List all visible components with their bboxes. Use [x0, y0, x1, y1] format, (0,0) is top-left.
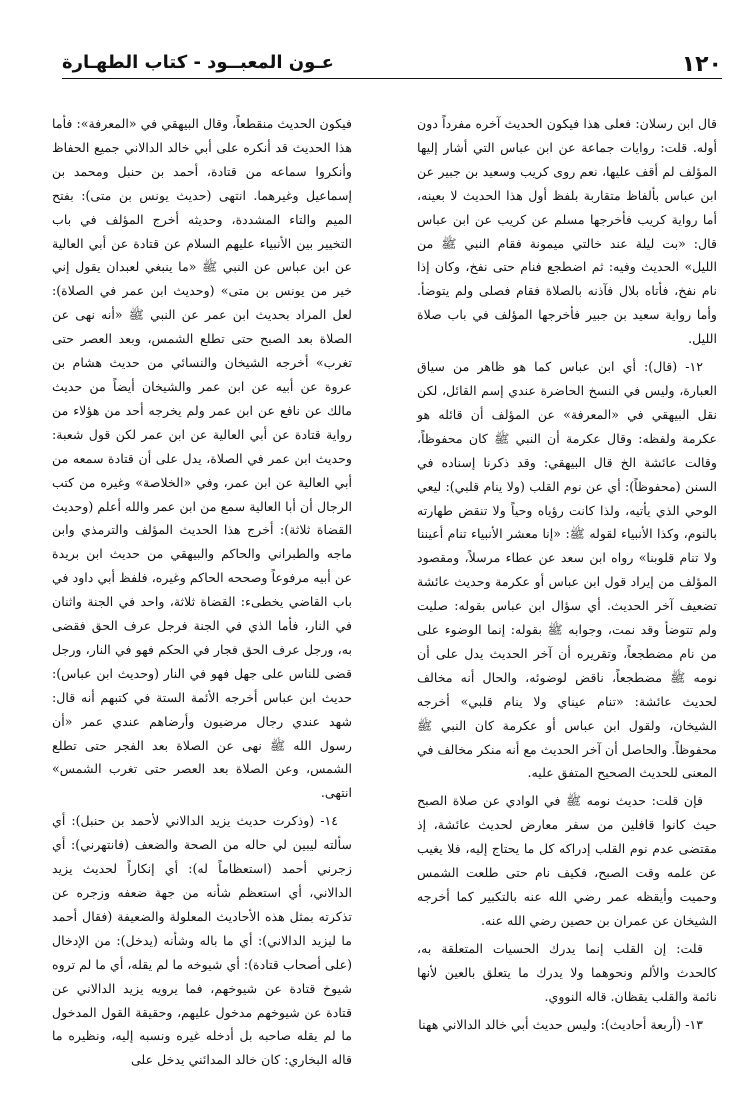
paragraph: ١٤- (وذكرت حديث يزيد الدالاني لأحمد بن حنبل): أي سألته ليبين لي حاله من الصحة والضعف (فانتهرني): أي زجرني أحمد (استعظاماً له): أي إنكاراً لحديث يزيد الدالاني، أي استعظم شأنه من جهة ضعفه وزجره عن تذكرته بمثل هذه الأحاديث المعلولة والضعيفة (فقال أحمد ما ليزيد الدالاني): أي ما باله وشأنه (يدخل): من الإدخال (على أصحاب قتادة): أي شيوخه ما لم يقله، أي ما لم تروه شيوخ قتادة عن شيوخهم، فما يرويه يزيد الدالاني عن قتادة عن شيوخهم مدخول عليهم، وحقيقة القول المدخول ما لم يقله صاحبه بل أدخله غيره ونسبه إليه، ونظيره ما قاله البخاري: كان خالد المدائني يدخل على	[52, 813, 352, 1068]
page-header	[62, 38, 722, 79]
paragraph: فإن قلت: حديث نومه ﷺ في الوادي عن صلاة الصبح حيث كانوا قافلين من سفر معارض لحديث عائشة، إذ مقتضى عدم نوم القلب إدراكه كل ما يحتاج إليه، فلا يغيب عن علمه وقت الصبح، فكيف نام حتى طلعت الشمس وحميت وأيقظه عمر رضي الله عنه بالتكبير كما أخرجه الشيخان عن عمران بن حصين رضي الله عنه.	[417, 793, 717, 928]
paragraph: قال ابن رسلان: فعلى هذا فيكون الحديث آخره مفرداً دون أوله. قلت: روايات جماعة عن ابن عباس التي أشار إليها المؤلف لم أقف عليها، نعم روى كريب وسعيد بن جبير عن ابن عباس بألفاظ متقاربة بلفظ أول هذا الحديث لا بعينه، أما رواية كريب فأخرجها مسلم عن كريب عن ابن عباس قال: «بت ليلة عند خالتي ميمونة فقام النبي ﷺ من الليل» الحديث وفيه: ثم اضطجع فنام حتى نفخ، وكان إذا نام نفخ، فأتاه بلال فآذنه بالصلاة فقام فصلى ولم يتوضأ. وأما رواية سعيد بن جبير فأخرجها المؤلف في باب صلاة الليل.	[417, 116, 717, 347]
left-column	[52, 112, 352, 1072]
running-title: عـون المعبــود - كتاب الطهـارة	[62, 52, 334, 73]
paragraph: فيكون الحديث منقطعاً، وقال البيهقي في «المعرفة»: فأما هذا الحديث قد أنكره على أبي خالد الدالاني جميع الحفاظ وأنكروا سماعه من قتادة، أحمد بن حنبل ومحمد بن إسماعيل وغيرهما. انتهى (حديث يونس بن متى): بفتح الميم والتاء المشددة، وحديثه أخرج المؤلف في باب التخيير بين الأنبياء عليهم السلام عن قتادة عن أبي العالية عن ابن عباس عن النبي ﷺ «ما ينبغي لعبدان يقول إني خير من يونس بن متى» (وحديث ابن عمر في الصلاة): لعل المراد بحديث ابن عمر عن النبي ﷺ «أنه نهى عن الصلاة بعد الصبح حتى تطلع الشمس، وبعد العصر حتى تغرب» أخرجه الشيخان والنسائي من حديث هشام بن عروة عن أبيه عن ابن عمر والشيخان أيضاً من حديث مالك عن نافع عن ابن عمر ولم يخرجه أحد من هؤلاء من رواية قتادة عن أبي العالية عن ابن عمر لكن قول شعبة: وحديث ابن عمر في الصلاة، يدل على أن قتادة سمعه من أبي العالية عن ابن عمر، وفي «الخلاصة» وغيره من كتب الرجال أن أبا العالية سمع من ابن عمر والله أعلم (وحديث القضاة ثلاثة): أخرج هذا الحديث المؤلف والترمذي وابن ماجه والطبراني والحاكم والبيهقي من حديث ابن بريدة عن أبيه مرفوعاً وصححه الحاكم وغيره، فلفظ أبي داود في باب القاضي يخطىء: القضاة ثلاثة، واحد في الجنة واثنان في النار، فأما الذي في الجنة فرجل عرف الحق فقضى به، ورجل عرف الحق فجار في الحكم فهو في النار، ورجل قضى للناس على جهل فهو في النار (وحديث ابن عباس): حديث ابن عباس أخرجه الأئمة الستة في كتبهم أنه قال: شهد عندي رجال مرضيون وأرضاهم عندي عمر «أن رسول الله ﷺ نهى عن الصلاة بعد الفجر حتى تطلع الشمس، وعن الصلاة بعد العصر حتى تغرب الشمس» انتهى.	[52, 116, 352, 801]
page-number: ١٢٠	[681, 52, 722, 77]
paragraph: ١٢- (قال): أي ابن عباس كما هو ظاهر من سياق العبارة، وليس في النسخ الحاضرة عندي إسم القائل، لكن نقل البيهقي في «المعرفة» عن المؤلف أن قائله هو عكرمة ولفظه: وقال عكرمة أن النبي ﷺ كان محفوظاً، وقالت عائشة الخ قال البيهقي: وقد ذكرنا إسناده في السنن (محفوظاً): أي عن نوم القلب (ولا ينام قلبي): ليعي الوحي الذي يأتيه، ولذا كانت رؤياه وحياً ولا تنقض طهارته بالنوم، وكذا الأنبياء لقوله ﷺ: «إنا معشر الأنبياء تنام أعيننا ولا تنام قلوبنا» رواه ابن سعد عن عطاء مرسلاً، ومقصود المؤلف من إيراد قول ابن عباس أو عكرمة وحديث عائشة تضعيف آخر الحديث. أي سؤال ابن عباس بقوله: صليت ولم تتوضأ وقد نمت، وجوابه ﷺ بقوله: إنما الوضوء على من نام مضطجعاً، وتقريره أن آخر الحديث يدل على أن نومه ﷺ مضطجعاً، ناقض لوضوئه، والحال أنه مخالف لحديث عائشة: «تنام عيناي ولا ينام قلبي» أخرجه الشيخان، ولقول ابن عباس أو عكرمة كان النبي ﷺ محفوظاً. والحاصل أن آخر الحديث مع أنه منكر مخالف في المعنى للحديث الصحيح المتفق عليه.	[417, 359, 717, 781]
paragraph: ١٣- (أربعة أحاديث): وليس حديث أبي خالد الدالاني ههنا	[418, 1016, 703, 1032]
right-column	[417, 112, 717, 1036]
paragraph: قلت: إن القلب إنما يدرك الحسيات المتعلقة به، كالحدث والألم ونحوهما ولا يدرك ما يتعلق بالعين لأنها نائمة والقلب يقظان. قاله النووي.	[417, 940, 717, 1004]
